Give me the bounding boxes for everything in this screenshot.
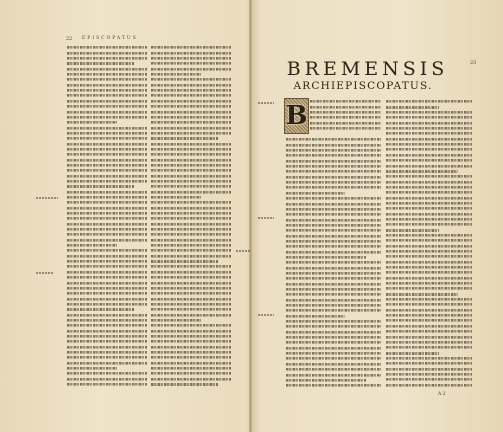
right-margin-note xyxy=(258,100,274,106)
right-margin-note xyxy=(258,312,274,318)
left-page-number: 22 xyxy=(66,36,73,42)
text-line xyxy=(151,382,218,387)
left-margin-note xyxy=(36,195,58,201)
left-text-column-2 xyxy=(151,45,231,392)
left-margin-note xyxy=(36,270,54,276)
right-page-number: 23 xyxy=(470,60,477,66)
text-line xyxy=(310,126,381,131)
right-margin-note xyxy=(258,215,274,221)
text-line xyxy=(286,383,381,388)
page-subtitle: ARCHIEPISCOPATUS. xyxy=(293,80,433,92)
page-title: BREMENSIS xyxy=(286,58,449,80)
left-text-column-1 xyxy=(67,45,147,392)
center-fold xyxy=(249,0,252,432)
text-line xyxy=(67,382,147,387)
initial-letter: B xyxy=(285,101,308,131)
left-running-head: EPISCOPATUS xyxy=(82,36,138,41)
right-text-column-1-top xyxy=(310,99,381,136)
text-line xyxy=(386,382,472,387)
page-signature: A 2 xyxy=(438,392,446,397)
right-text-column-1 xyxy=(286,137,381,389)
left-margin-note xyxy=(236,248,250,254)
right-text-column-2 xyxy=(386,99,472,389)
decorated-initial xyxy=(284,98,309,134)
